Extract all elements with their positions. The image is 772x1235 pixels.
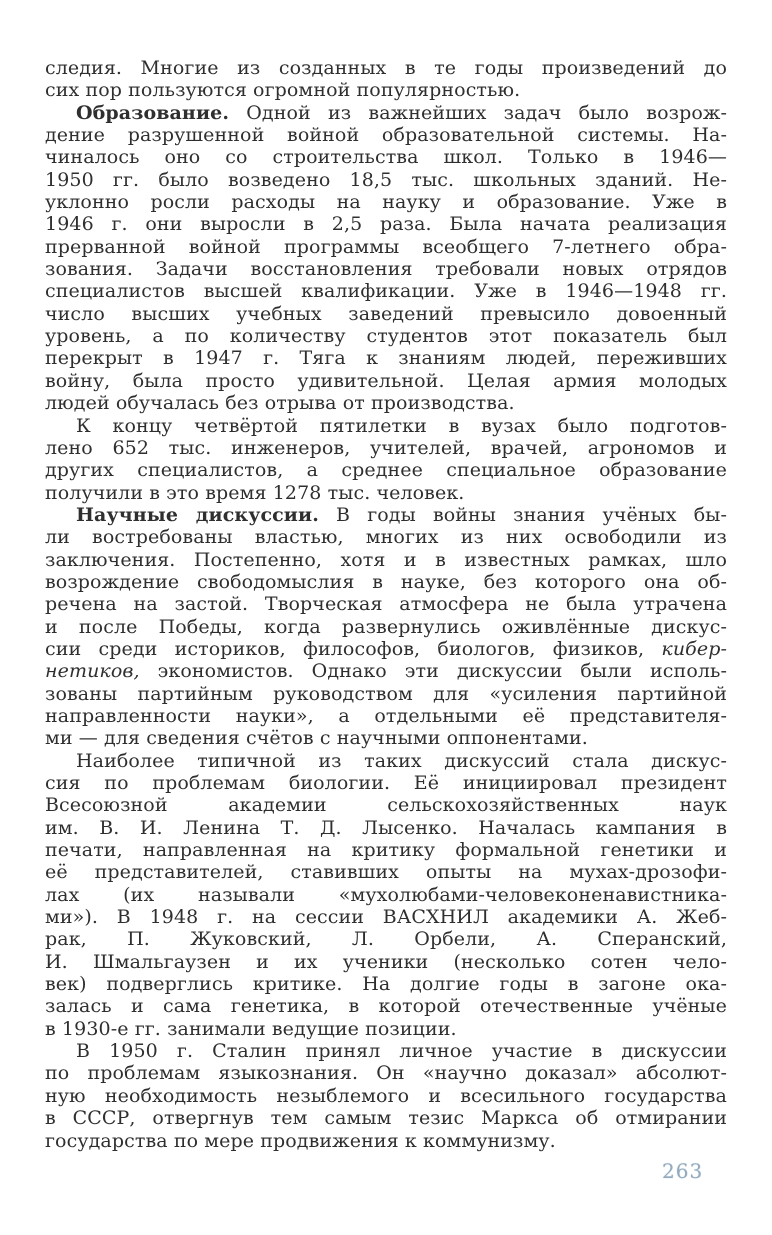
text-line: [45, 727, 727, 749]
text-segment: уклонно росли расходы на науку и образование. Уже в: [45, 191, 727, 214]
text-segment: число высших учебных заведений превысило довоенный: [45, 302, 727, 325]
text-segment: век) подверглись критике. На долгие годы в загоне ока-: [45, 973, 727, 996]
text-line: [45, 951, 727, 973]
text-segment: К концу четвёртой пятилетки в вузах было подготов-: [76, 414, 727, 437]
text-segment: Всесоюзной академии сельскохозяйственных наук: [45, 794, 727, 817]
text-line: [45, 1130, 727, 1152]
text-segment: других специалистов, а среднее специальное образование: [45, 459, 727, 482]
text-segment: получили в это время 1278 тыс. человек.: [45, 481, 465, 504]
text-line: [45, 683, 727, 705]
text-line: [45, 794, 727, 816]
text-line: [45, 236, 727, 258]
paragraph: [45, 1040, 727, 1152]
italic-term: нетиков,: [45, 660, 140, 683]
text-line: [45, 57, 727, 79]
paragraph: [45, 57, 727, 102]
text-segment: сих пор пользуются огромной популярностью.: [45, 79, 521, 102]
text-line: [45, 280, 727, 302]
text-segment: направленности науки», а отдельными её представителя-: [45, 704, 727, 727]
text-segment: в 1930-е гг. занимали ведущие позиции.: [45, 1017, 457, 1040]
text-segment: прерванной войной программы всеобщего 7-летнего обра-: [45, 235, 727, 258]
text-line: [45, 169, 727, 191]
text-segment: зованы партийным руководством для «усиления партийной: [45, 682, 727, 705]
text-segment: И. Шмальгаузен и их ученики (несколько сотен чело-: [45, 950, 727, 973]
text-line: [45, 571, 727, 593]
text-segment: сии среди историков, философов, биологов, физиков,: [45, 637, 662, 660]
text-segment: людей обучалась без отрыва от производства.: [45, 392, 515, 415]
text-line: [45, 370, 727, 392]
text-segment: залась и сама генетика, в которой отечественные учёные: [45, 995, 727, 1018]
text-line: [45, 839, 727, 861]
text-segment: Одной из важнейших задач было возрож-: [229, 101, 727, 124]
text-segment: в СССР, отвергнув тем самым тезис Маркса об отмирании: [45, 1107, 727, 1130]
paragraph: [45, 504, 727, 750]
text-block: [45, 57, 727, 1152]
text-line: [45, 459, 727, 481]
text-line: [45, 392, 727, 414]
text-line: [45, 191, 727, 213]
text-line: [45, 616, 727, 638]
text-line: [45, 638, 727, 660]
text-segment: войну, была просто удивительной. Целая армия молодых: [45, 369, 727, 392]
text-segment: ми — для сведения счётов с научными оппонентами.: [45, 727, 588, 750]
text-segment: возрождение свободомыслия в науке, без которого она об-: [45, 570, 727, 593]
text-segment: зования. Задачи восстановления требовали новых отрядов: [45, 258, 727, 281]
text-segment: лено 652 тыс. инженеров, учителей, врачей, агрономов и: [45, 436, 727, 459]
text-segment: перекрыт в 1947 г. Тяга к знаниям людей, переживших: [45, 347, 727, 370]
text-segment: по проблемам языкознания. Он «научно доказал» абсолют-: [45, 1062, 727, 1085]
text-line: [45, 482, 727, 504]
text-segment: дение разрушенной войной образовательной системы. На-: [45, 124, 727, 147]
paragraph: [45, 102, 727, 415]
text-segment: 1950 гг. было возведено 18,5 тыс. школьных зданий. Не-: [45, 168, 727, 191]
text-line: [45, 750, 727, 772]
text-segment: В годы войны знания учёных бы-: [318, 503, 728, 526]
text-segment: следия. Многие из созданных в те годы произведений до: [45, 57, 727, 79]
text-segment: сия по проблемам биологии. Её инициировал президент: [45, 772, 727, 794]
text-segment: лах (их называли «мухолюбами-человеконенавистника-: [45, 883, 727, 906]
text-line: [45, 593, 727, 615]
paragraph: [45, 750, 727, 1040]
text-line: [45, 526, 727, 548]
text-line: [45, 705, 727, 727]
text-segment: специалистов высшей квалификации. Уже в 1946—1948 гг.: [45, 280, 727, 303]
text-segment: печати, направленная на критику формальной генетики и: [45, 839, 727, 862]
text-segment: ли востребованы властью, многих из них освободили из: [45, 526, 727, 549]
text-segment: чиналось оно со строительства школ. Только в 1946—: [45, 146, 727, 169]
text-segment: государства по мере продвижения к коммунизму.: [45, 1129, 556, 1152]
text-line: [45, 995, 727, 1017]
text-line: [45, 973, 727, 995]
text-line: [45, 258, 727, 280]
text-line: [45, 504, 727, 526]
text-line: [45, 861, 727, 883]
text-line: [45, 1062, 727, 1084]
text-line: [45, 347, 727, 369]
text-segment: В 1950 г. Сталин принял личное участие в дискуссии: [76, 1040, 727, 1063]
text-line: [45, 906, 727, 928]
italic-term: кибер-: [661, 637, 727, 660]
text-segment: Наиболее типичной из таких дискуссий стала дискус-: [76, 749, 727, 772]
text-line: [45, 1085, 727, 1107]
text-segment: заключения. Постепенно, хотя и в известных рамках, шло: [45, 548, 727, 571]
text-line: [45, 437, 727, 459]
text-segment: уровень, а по количеству студентов этот показатель был: [45, 325, 727, 348]
paragraph-heading: Научные дискуссии.: [76, 503, 319, 526]
text-segment: ми»). В 1948 г. на сессии ВАСХНИЛ академики А. Жеб-: [45, 906, 727, 929]
text-segment: 1946 г. они выросли в 2,5 раза. Была начата реализация: [45, 213, 727, 236]
text-line: [45, 124, 727, 146]
text-line: [45, 213, 727, 235]
text-segment: и после Победы, когда развернулись оживлённые дискус-: [45, 615, 727, 638]
text-line: [45, 928, 727, 950]
text-line: [45, 1018, 727, 1040]
text-line: [45, 884, 727, 906]
text-line: [45, 146, 727, 168]
text-line: [45, 79, 727, 101]
text-line: [45, 303, 727, 325]
text-line: [45, 817, 727, 839]
text-segment: экономистов. Однако эти дискуссии были исполь-: [139, 660, 727, 683]
text-line: [45, 325, 727, 347]
text-line: [45, 772, 727, 794]
text-line: [45, 1040, 727, 1062]
paragraph-heading: Образование.: [76, 101, 230, 124]
text-line: [45, 549, 727, 571]
text-segment: ную необходимость незыблемого и всесильного государства: [45, 1084, 727, 1107]
text-line: [45, 415, 727, 437]
text-line: [45, 102, 727, 124]
page-number: 263: [662, 1159, 704, 1183]
text-segment: им. В. И. Ленина Т. Д. Лысенко. Началась кампания в: [45, 816, 727, 839]
text-line: [45, 1107, 727, 1129]
text-segment: рак, П. Жуковский, Л. Орбели, А. Сперанский,: [45, 928, 727, 951]
text-segment: речена на застой. Творческая атмосфера не была утрачена: [45, 593, 727, 616]
text-segment: её представителей, ставивших опыты на мухах-дрозофи-: [45, 861, 727, 884]
text-line: [45, 660, 727, 682]
paragraph: [45, 415, 727, 504]
